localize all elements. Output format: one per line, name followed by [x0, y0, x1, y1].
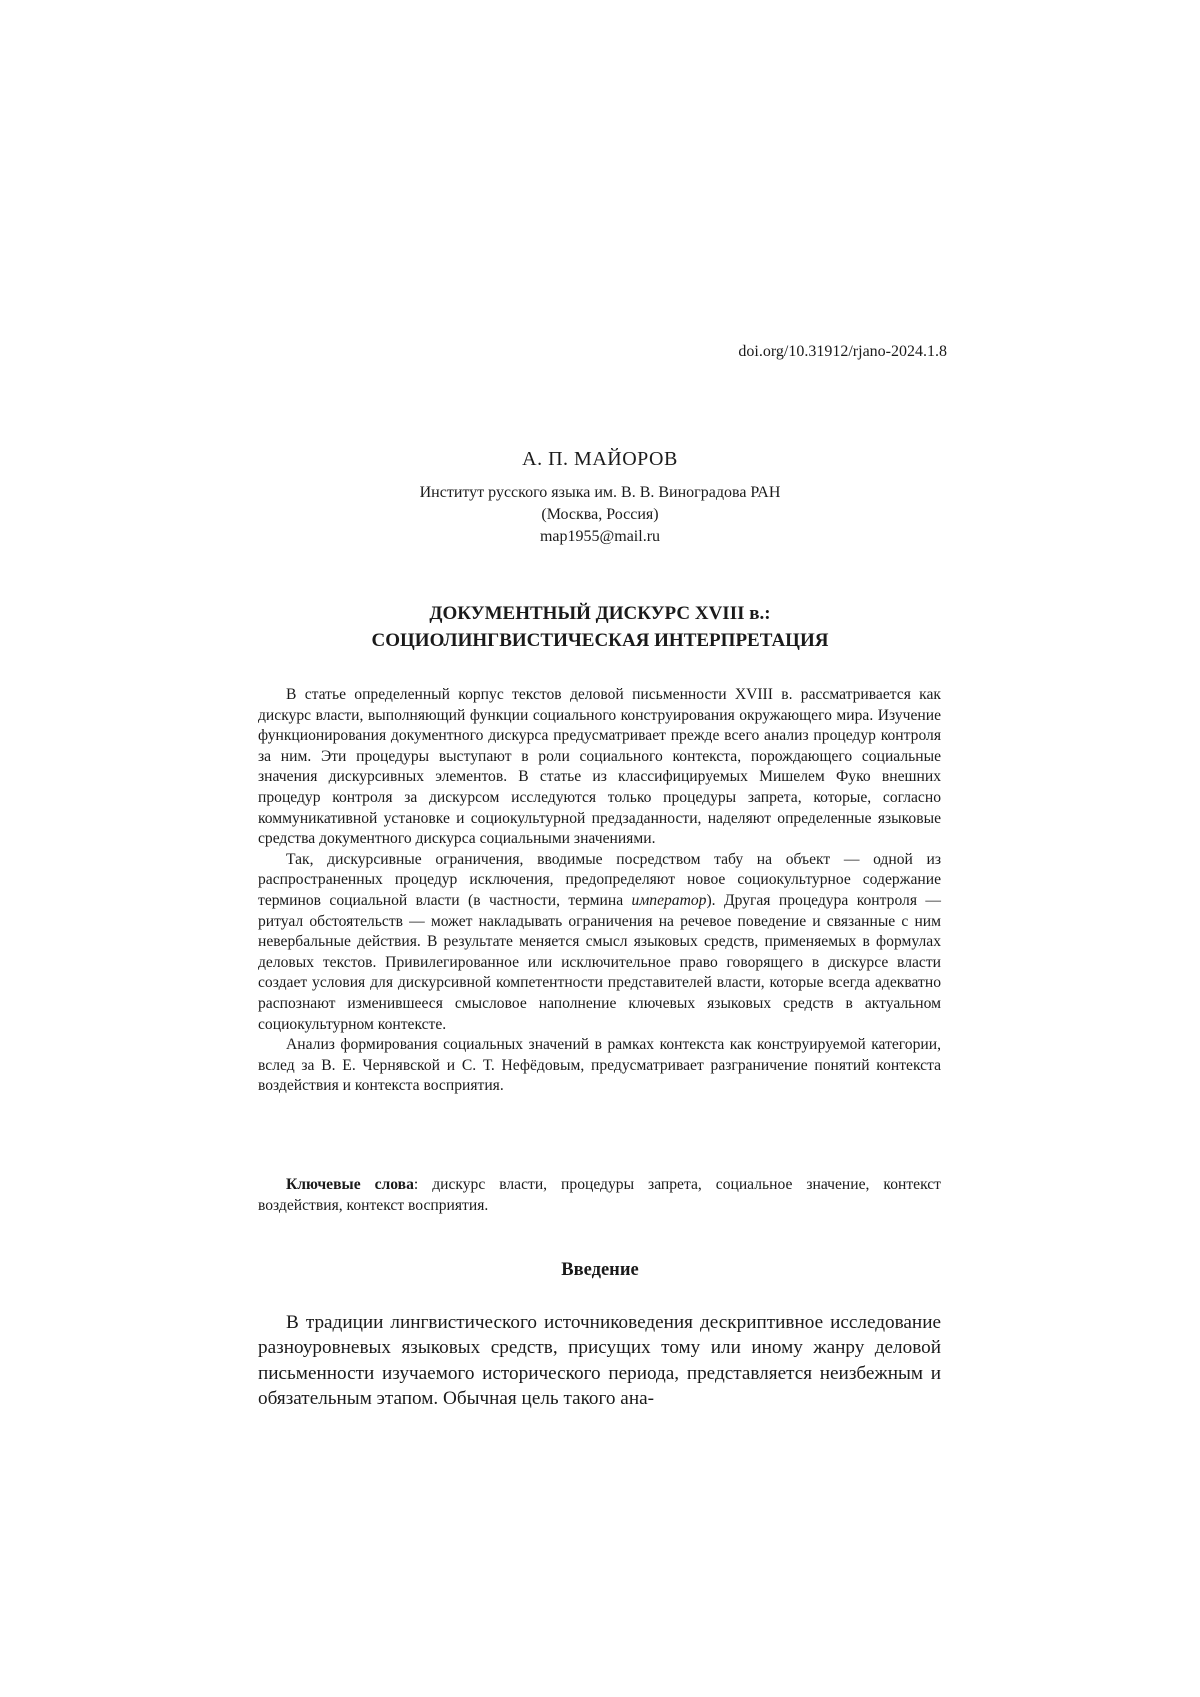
author-affiliation: Институт русского языка им. В. В. Виноградова РАН	[419, 484, 781, 501]
author-name: А. П. МАЙОРОВ	[522, 448, 678, 470]
abstract-paragraph-2	[258, 850, 941, 1035]
section-heading: Введение	[561, 1260, 639, 1280]
abstract	[258, 685, 941, 1097]
article-title	[0, 600, 1200, 654]
abstract-paragraph-1: В статье определенный корпус текстов деловой письменности XVIII в. рассматривается как дискурс власти, выполняющий функции социального конструирования окружающего мира. Изучение функционирования документного дискурса предусматривает прежде всего анализ процедур контроля за ним. Эти процедуры выступают в роли социального контекста, порождающего социальные значения дискурсивных элементов. В статье из классифицируемых Мишелем Фуко внешних процедур контроля за дискурсом исследуются только процедуры запрета, которые, согласно коммуникативной установке и социокультурной предзаданности, наделяют определенные языковые средства документного дискурса социальными значениями.	[258, 686, 941, 848]
abstract-p2-italic-term: император	[631, 891, 707, 909]
abstract-p2-end: ). Другая процедура контроля — ритуал обстоятельств — может накладывать ограничения на речевое поведение и связанные с ним невербальные действия. В результате меняется смысл языковых средств, применяемых в формулах деловых текстов. Привилегированное или исключительное право говорящего в дискурсе власти создает условия для дискурсивной компетентности представителей власти, которые всегда адекватно распознают изменившееся смысловое наполнение ключевых языковых средств в актуальном социокультурном контексте.	[258, 891, 941, 1033]
abstract-paragraph-3: Анализ формирования социальных значений в рамках контекста как конструируемой категории, вслед за В. Е. Чернявской и С. Т. Нефёдовым, предусматривает разграничение понятий контекста воздействия и контекста восприятия.	[258, 1036, 941, 1095]
abstract-p2-start: Так, дискурсивные ограничения, вводимые посредством табу на объект — одной из распространенных процедур исключения, предопределяют новое социокультурное содержание терминов социальной власти (в частности, термина	[258, 850, 941, 909]
title-line-2: СОЦИОЛИНГВИСТИЧЕСКАЯ ИНТЕРПРЕТАЦИЯ	[371, 630, 829, 651]
keywords-label: Ключевые слова	[286, 1176, 414, 1193]
body-paragraph-1: В традиции лингвистического источниковедения дескриптивное исследование разноуровневых языковых средств, присущих тому или иному жанру деловой письменности изучаемого исторического периода, представляется неизбежным и обязательным этапом. Обычная цель такого ана-	[258, 1312, 941, 1410]
body-text	[258, 1310, 941, 1412]
author-block	[0, 448, 1200, 548]
title-line-1: ДОКУМЕНТНЫЙ ДИСКУРС XVIII в.:	[429, 603, 771, 624]
author-email[interactable]: map1955@mail.ru	[539, 528, 661, 545]
keywords-text: : дискурс власти, процедуры запрета, социальное значение, контекст воздействия, контекст восприятия.	[258, 1176, 941, 1214]
keywords	[258, 1174, 941, 1216]
doi-reference[interactable]: doi.org/10.31912/rjano-2024.1.8	[738, 343, 947, 360]
author-location: (Москва, Россия)	[541, 506, 659, 523]
